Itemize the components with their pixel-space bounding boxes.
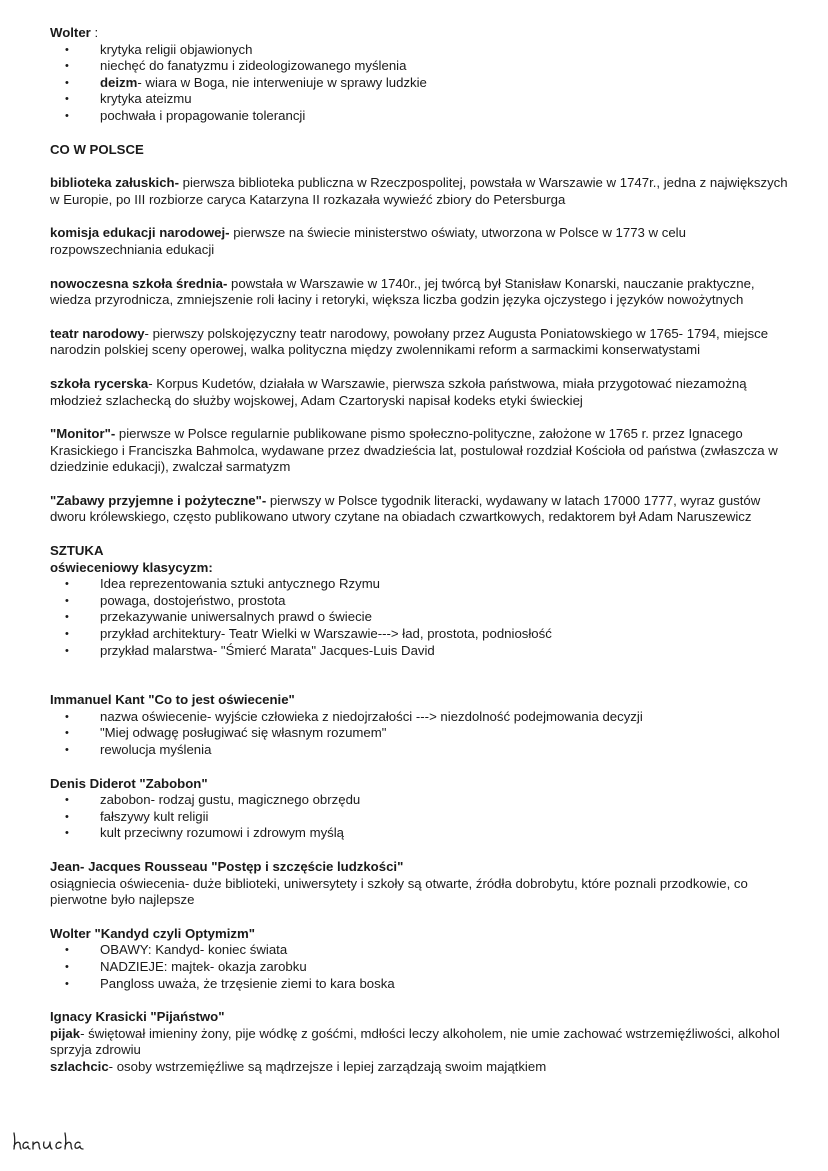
entry-term: pijak bbox=[50, 1025, 81, 1041]
diderot-section bbox=[50, 776, 795, 842]
entry-text: - osoby wstrzemięźliwe są mądrzejsze i lepiej zarządzają swoim majątkiem bbox=[108, 1058, 547, 1074]
art-section bbox=[50, 543, 795, 659]
list-item: • "Miej odwagę posługiwać się własnym rozumem" bbox=[50, 725, 795, 742]
entry-text: pierwsze w Polsce regularnie publikowane pismo społeczno-polityczne, założone w 1765 r. przez Ignacego Krasickiego i Franciszka Bahmolca, wydawane przez dwadzieścia lat, postulował rozdział Kościoła od państwa (zwłaszcza w dziedzinie edukacji), zwalczał sarmatyzm bbox=[50, 426, 778, 475]
list-item bbox=[50, 42, 795, 59]
list-item bbox=[50, 58, 795, 75]
entry-text: pierwszy w Polsce tygodnik literacki, wydawany w latach 17000 1777, wyraz gustów dworu królewskiego, często publikowano utwory czytane na obiadach czwartkowych, redaktorem był Adam Naruszewicz bbox=[50, 492, 761, 525]
art-subheading: oświeceniowy klasycyzm: bbox=[50, 559, 213, 575]
list-item-text: - wiara w Boga, nie interweniuje w sprawy ludzkie bbox=[137, 74, 427, 90]
rousseau-heading: Jean- Jacques Rousseau "Postęp i szczęście ludzkości" bbox=[50, 858, 404, 874]
kant-section bbox=[50, 692, 795, 758]
entry-szkola-srednia bbox=[50, 276, 795, 309]
list-item bbox=[50, 108, 795, 125]
krasicki-szlachcic bbox=[50, 1059, 795, 1076]
diderot-heading: Denis Diderot "Zabobon" bbox=[50, 775, 208, 791]
list-item: • Pangloss uważa, że trzęsienie ziemi to kara boska bbox=[50, 976, 795, 993]
krasicki-heading: Ignacy Krasicki "Pijaństwo" bbox=[50, 1009, 225, 1025]
entry-text: pierwsza biblioteka publiczna w Rzeczpospolitej, powstała w Warszawie w 1747r., jedna z największych w Europie, po III rozbiorze caryca Katarzyna II rozkazała wywieźć zbiory do Petersburga bbox=[50, 175, 788, 207]
wolter-kandyd-section bbox=[50, 926, 795, 992]
entry-text: - Korpus Kudetów, działała w Warszawie, pierwsza szkoła państwowa, miała przygotować niezamożną młodzież szlachecką do służby wojskowej, Adam Czartoryski napisał kodeks etyki świeckiej bbox=[50, 375, 747, 408]
list-item: • NADZIEJE: majtek- okazja zarobku bbox=[50, 959, 795, 976]
kant-heading: Immanuel Kant "Co to jest oświecenie" bbox=[50, 692, 295, 708]
list-item: • powaga, dostojeństwo, prostota bbox=[50, 593, 795, 610]
list-item bbox=[50, 75, 795, 92]
krasicki-pijak bbox=[50, 1026, 795, 1059]
wolter-heading-line bbox=[50, 25, 795, 42]
list-item-bold: deizm bbox=[100, 74, 138, 90]
wolter-heading-suffix: : bbox=[90, 25, 99, 40]
list-item: • przykład malarstwa- "Śmierć Marata" Jacques-Luis David bbox=[50, 643, 795, 660]
entry-term: szlachcic bbox=[50, 1058, 109, 1074]
kant-bullet-list bbox=[50, 709, 795, 759]
entry-term: biblioteka załuskich- bbox=[50, 175, 179, 191]
entry-text: - pierwszy polskojęzyczny teatr narodowy, powołany przez Augusta Poniatowskiego w 1765- 1794, miejsce narodzin polskiej sceny operowej, walka polityczna między zwolennikami reform a sarmackimi konserwatystami bbox=[50, 325, 769, 358]
art-heading: SZTUKA bbox=[50, 543, 104, 559]
entry-term: szkoła rycerska bbox=[50, 375, 149, 391]
art-bullet-list bbox=[50, 576, 795, 659]
list-item: • Idea reprezentowania sztuki antycznego Rzymu bbox=[50, 576, 795, 593]
list-item: • przykład architektury- Teatr Wielki w Warszawie---> ład, prostota, podniosłość bbox=[50, 626, 795, 643]
entry-term: nowoczesna szkoła średnia- bbox=[50, 275, 228, 291]
list-item: • przekazywanie uniwersalnych prawd o świecie bbox=[50, 609, 795, 626]
krasicki-section bbox=[50, 1009, 795, 1075]
list-item: • zabobon- rodzaj gustu, magicznego obrzędu bbox=[50, 792, 795, 809]
list-item-text: krytyka religii objawionych bbox=[100, 41, 253, 57]
wolter-kandyd-heading: Wolter "Kandyd czyli Optymizm" bbox=[50, 925, 255, 941]
poland-section bbox=[50, 142, 795, 527]
list-item: • kult przeciwny rozumowi i zdrowym myślą bbox=[50, 825, 795, 842]
wolter-kandyd-bullet-list bbox=[50, 942, 795, 992]
list-item bbox=[50, 91, 795, 108]
list-item: • fałszywy kult religii bbox=[50, 809, 795, 826]
list-item: • OBAWY: Kandyd- koniec świata bbox=[50, 942, 795, 959]
entry-text: powstała w Warszawie w 1740r., jej twórcą był Stanisław Konarski, nauczanie praktyczne, wiedza przyrodnicza, zmniejszenie roli łaciny i retoryki, większa liczba godzin języka ojczystego i języków nowożytnych bbox=[50, 275, 755, 308]
signature-handwritten bbox=[10, 1125, 110, 1155]
list-item: • nazwa oświecenie- wyjście człowieka z niedojrzałości ---> niezdolność podejmowania decyzji bbox=[50, 709, 795, 726]
entry-term: "Monitor"- bbox=[50, 426, 116, 442]
entry-szkola-rycerska bbox=[50, 376, 795, 409]
entry-text: pierwsze na świecie ministerstwo oświaty, utworzona w Polsce w 1773 w celu rozpowszechniania edukacji bbox=[50, 225, 686, 257]
entry-komisja bbox=[50, 225, 795, 258]
entry-monitor bbox=[50, 426, 795, 476]
rousseau-section bbox=[50, 859, 795, 909]
entry-text: - świętował imieniny żony, pije wódkę z gośćmi, mdłości leczy alkoholem, nie umie zachować wstrzemięźliwości, alkohol sprzyja zdrowiu bbox=[50, 1025, 780, 1058]
wolter-section bbox=[50, 25, 795, 125]
entry-biblioteka bbox=[50, 175, 795, 208]
list-item-text: pochwała i propagowanie tolerancji bbox=[100, 107, 306, 123]
list-item-text: niechęć do fanatyzmu i zideologizowanego myślenia bbox=[100, 58, 407, 74]
diderot-bullet-list bbox=[50, 792, 795, 842]
wolter-heading: Wolter bbox=[50, 25, 91, 40]
entry-term: "Zabawy przyjemne i pożyteczne"- bbox=[50, 492, 267, 508]
entry-term: teatr narodowy bbox=[50, 325, 145, 341]
rousseau-text: osiągniecia oświecenia- duże biblioteki, uniwersytety i szkoły są otwarte, źródła dobrobytu, które poznali przodkowie, co pierwotne było najlepsze bbox=[50, 875, 748, 908]
entry-zabawy bbox=[50, 493, 795, 526]
entry-teatr bbox=[50, 326, 795, 359]
list-item: • rewolucja myślenia bbox=[50, 742, 795, 759]
document-content bbox=[50, 25, 795, 1076]
wolter-bullet-list bbox=[50, 42, 795, 125]
poland-heading: CO W POLSCE bbox=[50, 141, 144, 157]
entry-term: komisja edukacji narodowej- bbox=[50, 225, 230, 241]
list-item-text: krytyka ateizmu bbox=[100, 91, 192, 107]
